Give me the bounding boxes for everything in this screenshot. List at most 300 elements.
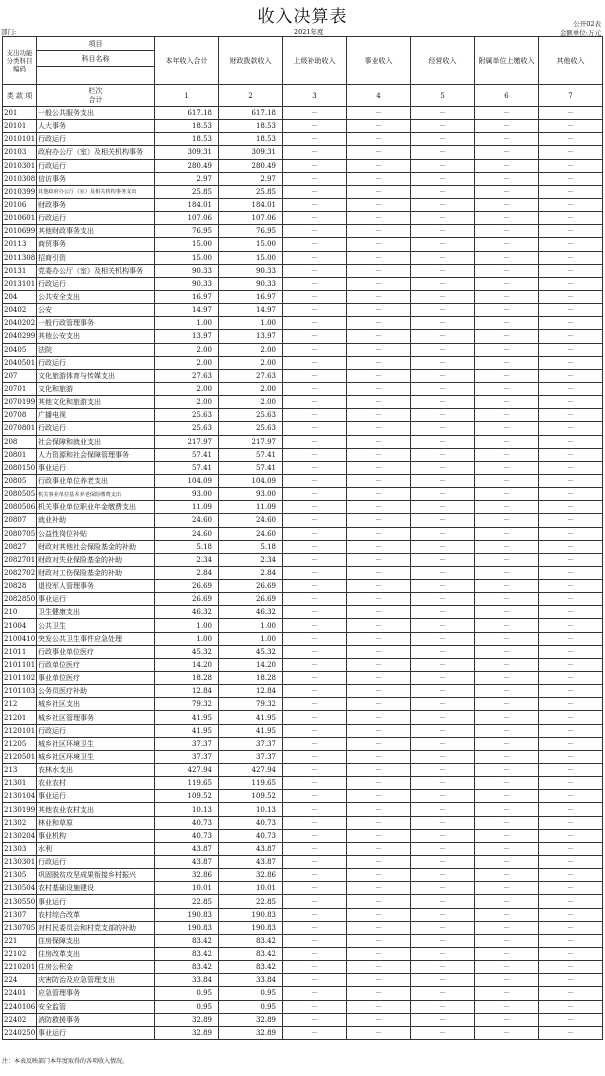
row-business: － bbox=[347, 842, 411, 855]
row-name: 行政运行 bbox=[37, 133, 155, 146]
row-code: 22402 bbox=[3, 1013, 37, 1026]
row-code: 2100410 bbox=[3, 632, 37, 645]
row-affiliate: － bbox=[475, 934, 539, 947]
row-business: － bbox=[347, 974, 411, 987]
table-row bbox=[3, 1026, 603, 1039]
table-row bbox=[3, 711, 603, 724]
row-total: 93.00 bbox=[155, 488, 219, 501]
row-superior: － bbox=[283, 317, 347, 330]
row-other: － bbox=[539, 369, 603, 382]
row-total: 13.97 bbox=[155, 330, 219, 343]
row-operating: － bbox=[411, 264, 475, 277]
row-fiscal: 24.60 bbox=[219, 527, 283, 540]
row-superior: － bbox=[283, 619, 347, 632]
row-total: 12.84 bbox=[155, 685, 219, 698]
row-fiscal: 37.37 bbox=[219, 750, 283, 763]
row-code: 20828 bbox=[3, 580, 37, 593]
row-affiliate: － bbox=[475, 396, 539, 409]
row-affiliate: － bbox=[475, 816, 539, 829]
row-name: 农林水支出 bbox=[37, 764, 155, 777]
row-business: － bbox=[347, 698, 411, 711]
row-code: 20701 bbox=[3, 382, 37, 395]
col-num-5: 5 bbox=[411, 85, 475, 107]
row-affiliate: － bbox=[475, 711, 539, 724]
header-col-3: 上级补助收入 bbox=[283, 37, 347, 85]
row-name: 行政运行 bbox=[37, 724, 155, 737]
row-fiscal: 83.42 bbox=[219, 961, 283, 974]
row-other: － bbox=[539, 974, 603, 987]
table-row bbox=[3, 501, 603, 514]
row-superior: － bbox=[283, 1013, 347, 1026]
row-operating: － bbox=[411, 856, 475, 869]
row-superior: － bbox=[283, 409, 347, 422]
row-fiscal: 10.01 bbox=[219, 882, 283, 895]
row-total: 109.52 bbox=[155, 790, 219, 803]
row-operating: － bbox=[411, 908, 475, 921]
row-affiliate: － bbox=[475, 277, 539, 290]
row-name: 事业运行 bbox=[37, 461, 155, 474]
row-superior: － bbox=[283, 212, 347, 225]
row-operating: － bbox=[411, 120, 475, 133]
row-name: 对村民委员会和村党支部的补助 bbox=[37, 921, 155, 934]
table-row bbox=[3, 895, 603, 908]
row-name: 机关事业单位基本养老保险缴费支出 bbox=[37, 488, 155, 501]
table-row bbox=[3, 212, 603, 225]
row-affiliate: － bbox=[475, 921, 539, 934]
row-superior: － bbox=[283, 869, 347, 882]
table-row bbox=[3, 658, 603, 671]
header-rowno bbox=[37, 85, 155, 107]
row-other: － bbox=[539, 514, 603, 527]
row-superior: － bbox=[283, 672, 347, 685]
row-other: － bbox=[539, 921, 603, 934]
col-num-6: 6 bbox=[475, 85, 539, 107]
row-affiliate: － bbox=[475, 1000, 539, 1013]
row-fiscal: 427.94 bbox=[219, 764, 283, 777]
row-superior: － bbox=[283, 304, 347, 317]
row-affiliate: － bbox=[475, 448, 539, 461]
row-code: 2240106 bbox=[3, 1000, 37, 1013]
row-business: － bbox=[347, 1026, 411, 1039]
row-fiscal: 2.00 bbox=[219, 396, 283, 409]
table-row bbox=[3, 882, 603, 895]
row-superior: － bbox=[283, 882, 347, 895]
row-name: 行政运行 bbox=[37, 159, 155, 172]
row-fiscal: 27.63 bbox=[219, 369, 283, 382]
row-superior: － bbox=[283, 369, 347, 382]
row-fiscal: 33.84 bbox=[219, 974, 283, 987]
table-row bbox=[3, 934, 603, 947]
row-total: 280.49 bbox=[155, 159, 219, 172]
row-name: 退役军人管理事务 bbox=[37, 580, 155, 593]
row-total: 26.69 bbox=[155, 593, 219, 606]
row-business: － bbox=[347, 330, 411, 343]
table-row bbox=[3, 580, 603, 593]
row-total: 16.97 bbox=[155, 290, 219, 303]
table-row bbox=[3, 146, 603, 159]
row-business: － bbox=[347, 777, 411, 790]
row-business: － bbox=[347, 396, 411, 409]
row-superior: － bbox=[283, 908, 347, 921]
table-row bbox=[3, 842, 603, 855]
row-affiliate: － bbox=[475, 974, 539, 987]
row-affiliate: － bbox=[475, 369, 539, 382]
row-name: 行政运行 bbox=[37, 422, 155, 435]
row-affiliate: － bbox=[475, 159, 539, 172]
row-operating: － bbox=[411, 724, 475, 737]
row-other: － bbox=[539, 501, 603, 514]
row-code: 221 bbox=[3, 934, 37, 947]
table-row bbox=[3, 356, 603, 369]
row-superior: － bbox=[283, 987, 347, 1000]
row-other: － bbox=[539, 422, 603, 435]
row-fiscal: 79.32 bbox=[219, 698, 283, 711]
row-total: 10.13 bbox=[155, 803, 219, 816]
row-fiscal: 280.49 bbox=[219, 159, 283, 172]
row-affiliate: － bbox=[475, 856, 539, 869]
row-total: 18.28 bbox=[155, 672, 219, 685]
row-other: － bbox=[539, 159, 603, 172]
row-other: － bbox=[539, 777, 603, 790]
row-code: 2040202 bbox=[3, 317, 37, 330]
row-code: 2070199 bbox=[3, 396, 37, 409]
row-code: 2101101 bbox=[3, 658, 37, 671]
row-affiliate: － bbox=[475, 1026, 539, 1039]
table-row bbox=[3, 474, 603, 487]
row-fiscal: 2.84 bbox=[219, 566, 283, 579]
row-superior: － bbox=[283, 658, 347, 671]
row-fiscal: 93.00 bbox=[219, 488, 283, 501]
row-business: － bbox=[347, 225, 411, 238]
row-code: 20805 bbox=[3, 474, 37, 487]
row-total: 25.63 bbox=[155, 409, 219, 422]
row-business: － bbox=[347, 474, 411, 487]
row-name: 行政运行 bbox=[37, 856, 155, 869]
row-affiliate: － bbox=[475, 382, 539, 395]
row-total: 0.95 bbox=[155, 987, 219, 1000]
row-total: 617.18 bbox=[155, 107, 219, 120]
row-code: 2010399 bbox=[3, 185, 37, 198]
row-other: － bbox=[539, 330, 603, 343]
row-superior: － bbox=[283, 198, 347, 211]
row-superior: － bbox=[283, 488, 347, 501]
row-operating: － bbox=[411, 632, 475, 645]
row-business: － bbox=[347, 1000, 411, 1013]
row-operating: － bbox=[411, 488, 475, 501]
row-superior: － bbox=[283, 120, 347, 133]
row-code: 2011308 bbox=[3, 251, 37, 264]
row-operating: － bbox=[411, 356, 475, 369]
row-name: 消防救援事务 bbox=[37, 1013, 155, 1026]
table-row bbox=[3, 185, 603, 198]
table-row bbox=[3, 750, 603, 763]
row-fiscal: 2.00 bbox=[219, 343, 283, 356]
row-name: 事业机构 bbox=[37, 829, 155, 842]
row-other: － bbox=[539, 435, 603, 448]
row-fiscal: 24.60 bbox=[219, 514, 283, 527]
row-fiscal: 309.31 bbox=[219, 146, 283, 159]
row-fiscal: 14.97 bbox=[219, 304, 283, 317]
row-superior: － bbox=[283, 540, 347, 553]
row-operating: － bbox=[411, 277, 475, 290]
table-row bbox=[3, 540, 603, 553]
row-affiliate: － bbox=[475, 790, 539, 803]
row-affiliate: － bbox=[475, 540, 539, 553]
row-operating: － bbox=[411, 251, 475, 264]
row-code: 2080150 bbox=[3, 461, 37, 474]
row-name: 灾害防治及应急管理支出 bbox=[37, 974, 155, 987]
row-business: － bbox=[347, 172, 411, 185]
row-name: 公务员医疗补助 bbox=[37, 685, 155, 698]
row-superior: － bbox=[283, 580, 347, 593]
table-row bbox=[3, 264, 603, 277]
row-fiscal: 15.00 bbox=[219, 238, 283, 251]
row-fiscal: 32.89 bbox=[219, 1026, 283, 1039]
table-row bbox=[3, 382, 603, 395]
row-name: 行政运行 bbox=[37, 356, 155, 369]
table-row bbox=[3, 133, 603, 146]
row-business: － bbox=[347, 159, 411, 172]
row-code: 20801 bbox=[3, 448, 37, 461]
row-affiliate: － bbox=[475, 198, 539, 211]
row-code: 21307 bbox=[3, 908, 37, 921]
row-code: 21303 bbox=[3, 842, 37, 855]
row-total: 190.83 bbox=[155, 921, 219, 934]
table-row bbox=[3, 948, 603, 961]
row-fiscal: 109.52 bbox=[219, 790, 283, 803]
row-code: 21205 bbox=[3, 737, 37, 750]
row-total: 43.87 bbox=[155, 842, 219, 855]
row-affiliate: － bbox=[475, 908, 539, 921]
dept-label: 部门: bbox=[1, 28, 17, 36]
row-code: 2130301 bbox=[3, 856, 37, 869]
row-total: 27.63 bbox=[155, 369, 219, 382]
row-operating: － bbox=[411, 685, 475, 698]
row-name: 行政运行 bbox=[37, 277, 155, 290]
row-name: 住房改革支出 bbox=[37, 948, 155, 961]
row-name: 突发公共卫生事件应急处理 bbox=[37, 632, 155, 645]
row-superior: － bbox=[283, 461, 347, 474]
row-fiscal: 18.53 bbox=[219, 120, 283, 133]
table-row bbox=[3, 461, 603, 474]
row-operating: － bbox=[411, 225, 475, 238]
table-row bbox=[3, 409, 603, 422]
row-other: － bbox=[539, 658, 603, 671]
row-name: 文化和旅游 bbox=[37, 382, 155, 395]
row-code: 2010301 bbox=[3, 159, 37, 172]
row-name: 农村基础设施建设 bbox=[37, 882, 155, 895]
row-operating: － bbox=[411, 422, 475, 435]
header-blank bbox=[37, 67, 155, 85]
table-row bbox=[3, 987, 603, 1000]
table-row bbox=[3, 553, 603, 566]
row-affiliate: － bbox=[475, 304, 539, 317]
row-operating: － bbox=[411, 882, 475, 895]
row-affiliate: － bbox=[475, 409, 539, 422]
row-total: 0.95 bbox=[155, 1000, 219, 1013]
row-code: 20101 bbox=[3, 120, 37, 133]
row-code: 207 bbox=[3, 369, 37, 382]
row-total: 24.60 bbox=[155, 514, 219, 527]
row-business: － bbox=[347, 869, 411, 882]
row-affiliate: － bbox=[475, 750, 539, 763]
row-other: － bbox=[539, 895, 603, 908]
row-total: 15.00 bbox=[155, 251, 219, 264]
row-operating: － bbox=[411, 606, 475, 619]
row-affiliate: － bbox=[475, 1013, 539, 1026]
row-name: 党委办公厅（室）及相关机构事务 bbox=[37, 264, 155, 277]
row-code: 20827 bbox=[3, 540, 37, 553]
row-superior: － bbox=[283, 396, 347, 409]
row-other: － bbox=[539, 842, 603, 855]
row-name: 行政事业单位养老支出 bbox=[37, 474, 155, 487]
row-operating: － bbox=[411, 330, 475, 343]
row-total: 22.85 bbox=[155, 895, 219, 908]
row-operating: － bbox=[411, 750, 475, 763]
row-code: 2010308 bbox=[3, 172, 37, 185]
row-fiscal: 1.00 bbox=[219, 317, 283, 330]
table-row bbox=[3, 921, 603, 934]
row-affiliate: － bbox=[475, 580, 539, 593]
table-row bbox=[3, 737, 603, 750]
row-name: 一般公共服务支出 bbox=[37, 107, 155, 120]
row-fiscal: 14.20 bbox=[219, 658, 283, 671]
row-name: 行政单位医疗 bbox=[37, 658, 155, 671]
row-operating: － bbox=[411, 790, 475, 803]
row-name: 城乡社区环境卫生 bbox=[37, 737, 155, 750]
row-total: 18.53 bbox=[155, 133, 219, 146]
row-total: 46.32 bbox=[155, 606, 219, 619]
row-affiliate: － bbox=[475, 527, 539, 540]
row-name: 事业运行 bbox=[37, 895, 155, 908]
row-code: 2082701 bbox=[3, 553, 37, 566]
table-row bbox=[3, 317, 603, 330]
row-operating: － bbox=[411, 816, 475, 829]
row-operating: － bbox=[411, 238, 475, 251]
row-operating: － bbox=[411, 934, 475, 947]
row-other: － bbox=[539, 225, 603, 238]
row-total: 15.00 bbox=[155, 238, 219, 251]
row-code: 2010699 bbox=[3, 225, 37, 238]
row-code: 2010101 bbox=[3, 133, 37, 146]
row-name: 公益性岗位补贴 bbox=[37, 527, 155, 540]
table-row bbox=[3, 251, 603, 264]
table-row bbox=[3, 764, 603, 777]
row-fiscal: 25.63 bbox=[219, 409, 283, 422]
row-affiliate: － bbox=[475, 842, 539, 855]
table-row bbox=[3, 593, 603, 606]
row-superior: － bbox=[283, 448, 347, 461]
table-row bbox=[3, 961, 603, 974]
row-business: － bbox=[347, 711, 411, 724]
row-business: － bbox=[347, 251, 411, 264]
row-affiliate: － bbox=[475, 606, 539, 619]
row-business: － bbox=[347, 409, 411, 422]
row-fiscal: 83.42 bbox=[219, 934, 283, 947]
row-total: 11.09 bbox=[155, 501, 219, 514]
row-superior: － bbox=[283, 632, 347, 645]
row-operating: － bbox=[411, 921, 475, 934]
row-other: － bbox=[539, 212, 603, 225]
row-superior: － bbox=[283, 764, 347, 777]
row-name: 机关事业单位职业年金缴费支出 bbox=[37, 501, 155, 514]
row-code: 21201 bbox=[3, 711, 37, 724]
table-row bbox=[3, 645, 603, 658]
row-operating: － bbox=[411, 974, 475, 987]
row-operating: － bbox=[411, 553, 475, 566]
row-other: － bbox=[539, 580, 603, 593]
row-code: 20402 bbox=[3, 304, 37, 317]
row-other: － bbox=[539, 185, 603, 198]
row-business: － bbox=[347, 856, 411, 869]
row-code: 20106 bbox=[3, 198, 37, 211]
row-other: － bbox=[539, 882, 603, 895]
row-affiliate: － bbox=[475, 632, 539, 645]
row-code: 21302 bbox=[3, 816, 37, 829]
row-fiscal: 37.37 bbox=[219, 737, 283, 750]
row-fiscal: 13.97 bbox=[219, 330, 283, 343]
row-affiliate: － bbox=[475, 474, 539, 487]
row-name: 信访事务 bbox=[37, 172, 155, 185]
row-fiscal: 57.41 bbox=[219, 448, 283, 461]
row-business: － bbox=[347, 120, 411, 133]
row-code: 2082850 bbox=[3, 593, 37, 606]
row-affiliate: － bbox=[475, 212, 539, 225]
row-name: 农村综合改革 bbox=[37, 908, 155, 921]
row-superior: － bbox=[283, 501, 347, 514]
row-business: － bbox=[347, 488, 411, 501]
row-other: － bbox=[539, 290, 603, 303]
row-business: － bbox=[347, 829, 411, 842]
row-code: 2120501 bbox=[3, 750, 37, 763]
row-business: － bbox=[347, 304, 411, 317]
row-operating: － bbox=[411, 409, 475, 422]
row-affiliate: － bbox=[475, 737, 539, 750]
row-superior: － bbox=[283, 1026, 347, 1039]
row-business: － bbox=[347, 185, 411, 198]
row-total: 107.06 bbox=[155, 212, 219, 225]
row-operating: － bbox=[411, 185, 475, 198]
row-total: 1.00 bbox=[155, 619, 219, 632]
row-name: 公共安全支出 bbox=[37, 290, 155, 303]
row-total: 2.00 bbox=[155, 396, 219, 409]
row-code: 22401 bbox=[3, 987, 37, 1000]
row-operating: － bbox=[411, 1013, 475, 1026]
row-total: 37.37 bbox=[155, 750, 219, 763]
row-name: 行政运行 bbox=[37, 212, 155, 225]
col-num-7: 7 bbox=[539, 85, 603, 107]
row-operating: － bbox=[411, 146, 475, 159]
row-fiscal: 43.87 bbox=[219, 856, 283, 869]
row-fiscal: 32.89 bbox=[219, 1013, 283, 1026]
row-operating: － bbox=[411, 527, 475, 540]
row-affiliate: － bbox=[475, 146, 539, 159]
table-row bbox=[3, 1013, 603, 1026]
row-other: － bbox=[539, 790, 603, 803]
row-operating: － bbox=[411, 198, 475, 211]
row-superior: － bbox=[283, 856, 347, 869]
row-affiliate: － bbox=[475, 264, 539, 277]
row-total: 18.53 bbox=[155, 120, 219, 133]
total-label: 合计 bbox=[88, 95, 103, 104]
row-business: － bbox=[347, 593, 411, 606]
row-business: － bbox=[347, 580, 411, 593]
row-other: － bbox=[539, 540, 603, 553]
header-kind: 类 款 项 bbox=[3, 85, 37, 107]
row-business: － bbox=[347, 724, 411, 737]
row-code: 20708 bbox=[3, 409, 37, 422]
row-name: 其他政府办公厅（室）及相关机构事务支出 bbox=[37, 185, 155, 198]
